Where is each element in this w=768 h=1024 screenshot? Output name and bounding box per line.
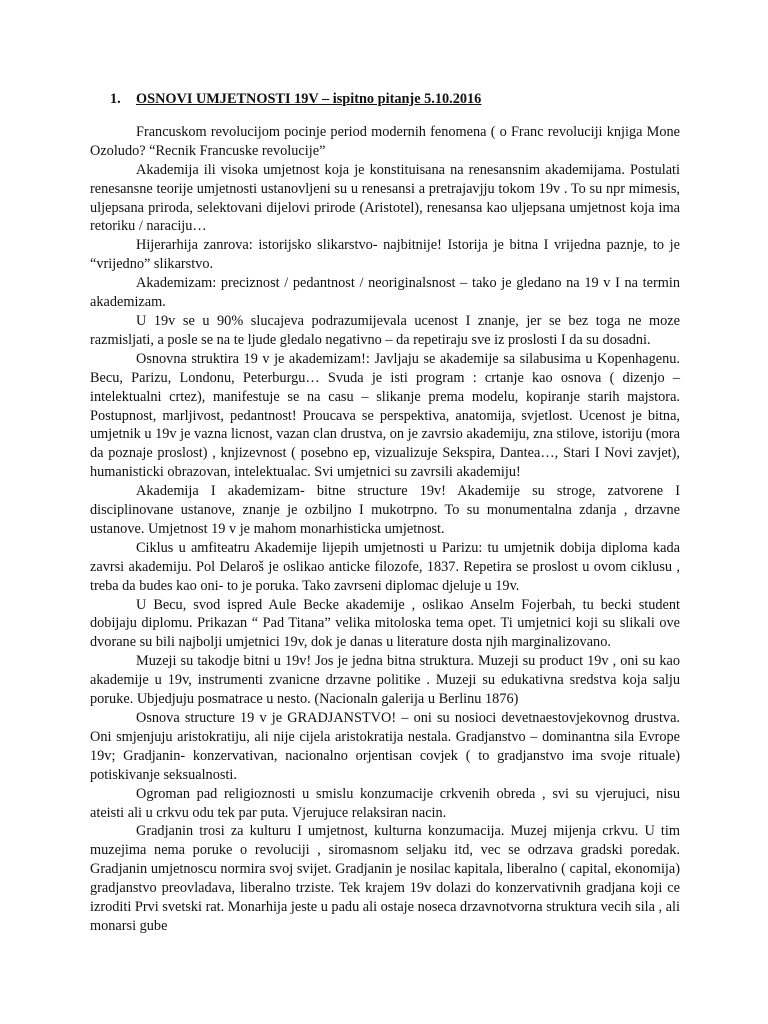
paragraph: Francuskom revolucijom pocinje period modernih fenomena ( o Franc revoluciji knjiga Mone Ozoludo? “Recnik Francuske revolucije” [90,123,680,159]
paragraph: U Becu, svod ispred Aule Becke akademije , oslikao Anselm Fojerbah, tu becki student dobijaju diplomu. Prikazan “ Pad Titana” velika mitoloska tema opet. Ti umjetnici koji su slikali ove dvorane su bili najbolji umjetnici 19v, dok je danas u literature dosta njih marginalizovano. [90,596,680,651]
paragraph: Muzeji su takodje bitni u 19v! Jos je jedna bitna struktura. Muzeji su product 19v , oni su kao akademije u 19v, instrumenti zvanicne drzavne politike . Muzeji su edukativna sredstva koja salju poruke. Ubjedjuju posmatrace u nesto. (Nacionaln galerija u Berlinu 1876) [90,653,680,708]
paragraph: Akademija ili visoka umjetnost koja je konstituisana na renesansnim akademijama. Postulati renesansne teorije umjetnosti ustanovljeni su u renesansi a pretrajavjju tokom 19v . To su npr mimesis, uljepsana priroda, selektovani dijelovi prirode (Aristotel), renesansa kao uljepsana umjetnost koja ima retoriku / naraciju… [90,161,680,235]
paragraph: Akademija I akademizam- bitne structure 19v! Akademije su stroge, zatvorene I disciplinovane ustanove, znanje je ozbiljno I mukotrpno. To su monumentalna zdanja , drzavne ustanove. Umjetnost 19 v je mahom monarhisticka umjetnost. [90,483,680,537]
paragraph: U 19v se u 90% slucajeva podrazumijevala ucenost I znanje, jer se bez toga ne moze razmisljati, a posle se na te ljude gledalo negativno – da repetiraju sve iz proslosti I da su dosadni. [90,312,680,348]
paragraph: Gradjanin trosi za kulturu I umjetnost, kulturna konzumacija. Muzej mijenja crkvu. U tim muzejima nema poruke o revoluciji , siromasnom seljaku itd, vec se odrzava gradski poredak. Gradjanin umjetnoscu normira svoj svijet. Gradjanin je nosilac kapitala, liberalno ( capital, ekonomija) gradjanstvo preovladava, liberalno trziste. Tek krajem 19v dolazi do konzervativnih gradjana koji ce izroditi Prvi svetski rat. Monarhija jeste u padu ali ostaje noseca drzavnotvorna struktura vecih sila , ali monarsi gube [90,823,680,934]
paragraph: Osnovna struktira 19 v je akademizam!: Javljaju se akademije sa silabusima u Kopenhagenu. Becu, Parizu, Londonu, Peterburgu… Svuda je isti program : crtanje kao osnova ( dizenjo – intelektualni crtez), manifestuje se na casu – slikanje prema modelu, kopiranje starih majstora. Postupnost, marljivost, pedantnost! Proucava se perspektiva, anatomija, svjetlost. Ucenost je bitna, umjetnik u 19v je vazna licnost, vazan clan drustva, on je zavrsio akademiju, zna stilove, istoriju (mora da poznaje proslost) , knjizevnost ( posebno ep, vizualizuje Sekspira, Dantea…, Stari I Novi zavjet), humanisticki obrazovan, intelektualac. Svi umjetnici su zavrsili akademiju! [90,350,680,481]
paragraph: Akademizam: preciznost / pedantnost / neoriginalsnost – tako je gledano na 19 v I na termin akademizam. [90,275,680,311]
paragraph: Osnova structure 19 v je GRADJANSTVO! – oni su nosioci devetnaestovjekovnog drustva. Oni smjenjuju aristokratiju, ali nije cijela aristokratija nestala. Gradjanstvo – dominantna sila Evrope 19v; Gradjanin- konzervativan, nacionalno orjentisan covjek ( to gradjanstvo ima svoje rituale) potiskivanje seksualnosti. [90,710,680,783]
paragraph: Ogroman pad religioznosti u smislu konzumacije crkvenih obreda , svi su vjerujuci, nisu ateisti ali u crkvu odu tek par puta. Vjerujuce relaksiran nacin. [90,785,680,821]
section-number: 1. [110,91,121,107]
section-heading [90,90,680,109]
paragraph: Ciklus u amfiteatru Akademije lijepih umjetnosti u Parizu: tu umjetnik dobija diploma kada zavrsi akademiju. Pol Delaroš je oslikao anticke filozofe, 1837. Repetira se proslost u ovom ciklusu , treba da budes kao oni- to je poruka. Tako zavrseni diplomac djeluje u 19v. [90,539,680,594]
paragraph: Hijerarhija zanrova: istorijsko slikarstvo- najbitnije! Istorija je bitna I vrijedna paznje, to je “vrijedno” slikarstvo. [90,237,680,273]
section-title: OSNOVI UMJETNOSTI 19V – ispitno pitanje 5.10.2016 [136,91,482,107]
